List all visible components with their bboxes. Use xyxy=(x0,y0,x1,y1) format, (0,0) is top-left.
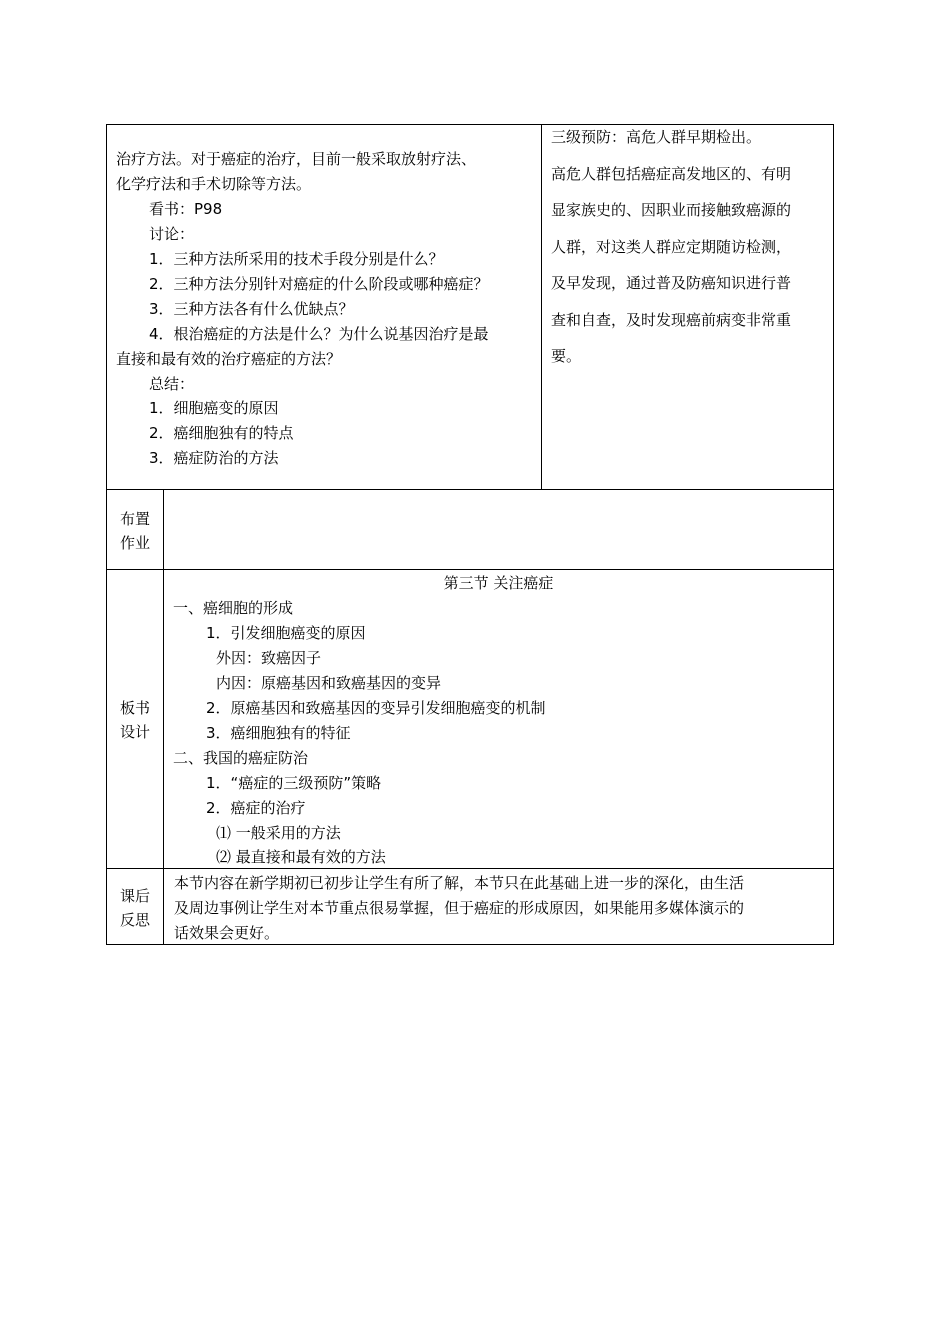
homework-label-2: 作业 xyxy=(119,534,150,552)
text-line: 化学疗法和手术切除等方法。 xyxy=(116,175,312,193)
text-line: 直接和最有效的治疗癌症的方法？ xyxy=(116,350,342,368)
row-divider-2 xyxy=(106,569,834,570)
board-line: 二、我国的癌症防治 xyxy=(173,749,309,767)
board-line: 外因：致癌因子 xyxy=(216,649,322,667)
reflection-line: 及周边事例让学生对本节重点很易掌握，但于癌症的形成原因，如果能用多媒体演示的 xyxy=(174,899,745,917)
board-line: 1．“癌症的三级预防”策略 xyxy=(206,774,382,792)
reflection-label-2: 反思 xyxy=(119,911,150,929)
text-line: 3．癌症防治的方法 xyxy=(149,449,279,467)
board-line: 内因：原癌基因和致癌基因的变异 xyxy=(216,674,442,692)
homework-label-1: 布置 xyxy=(119,510,150,528)
text-line: 2．三种方法分别针对癌症的什么阶段或哪种癌症？ xyxy=(149,275,489,293)
text-line: 2．癌细胞独有的特点 xyxy=(149,424,294,442)
reflection-label-1: 课后 xyxy=(119,887,150,905)
board-line: 1．引发细胞癌变的原因 xyxy=(206,624,366,642)
text-line: 查和自查，及时发现癌前病变非常重 xyxy=(551,311,792,329)
text-line: 总结： xyxy=(149,375,195,393)
board-line: ⑴ 一般采用的方法 xyxy=(216,824,341,842)
board-label-2: 设计 xyxy=(119,723,150,741)
text-line: 人群，对这类人群应定期随访检测， xyxy=(551,238,792,256)
board-title: 第三节 关注癌症 xyxy=(443,574,554,592)
board-line: 一、癌细胞的形成 xyxy=(173,599,294,617)
board-line: ⑵ 最直接和最有效的方法 xyxy=(216,848,386,866)
text-line: 高危人群包括癌症高发地区的、有明 xyxy=(551,165,792,183)
text-line: 1．三种方法所采用的技术手段分别是什么？ xyxy=(149,250,444,268)
text-line: 4．根治癌症的方法是什么？为什么说基因治疗是最 xyxy=(149,325,489,343)
text-line: 3．三种方法各有什么优缺点？ xyxy=(149,300,354,318)
reflection-line: 本节内容在新学期初已初步让学生有所了解，本节只在此基础上进一步的深化，由生活 xyxy=(174,874,745,892)
label-column-line xyxy=(163,489,164,945)
board-label-1: 板书 xyxy=(119,699,150,717)
text-line: 治疗方法。对于癌症的治疗，目前一般采取放射疗法、 xyxy=(116,150,477,168)
row-divider-1 xyxy=(106,489,834,490)
board-line: 2．癌症的治疗 xyxy=(206,799,306,817)
board-line: 2．原癌基因和致癌基因的变异引发细胞癌变的机制 xyxy=(206,699,546,717)
text-line: 要。 xyxy=(551,347,582,365)
text-line: 看书：P98 xyxy=(149,200,223,218)
text-line: 三级预防：高危人群早期检出。 xyxy=(551,128,762,146)
text-line: 讨论： xyxy=(149,225,195,243)
text-line: 1．细胞癌变的原因 xyxy=(149,399,279,417)
board-line: 3．癌细胞独有的特征 xyxy=(206,724,351,742)
text-line: 及早发现，通过普及防癌知识进行普 xyxy=(551,274,792,292)
text-line: 显家族史的、因职业而接触致癌源的 xyxy=(551,201,792,219)
top-split-line xyxy=(541,124,542,490)
reflection-line: 话效果会更好。 xyxy=(174,924,280,942)
